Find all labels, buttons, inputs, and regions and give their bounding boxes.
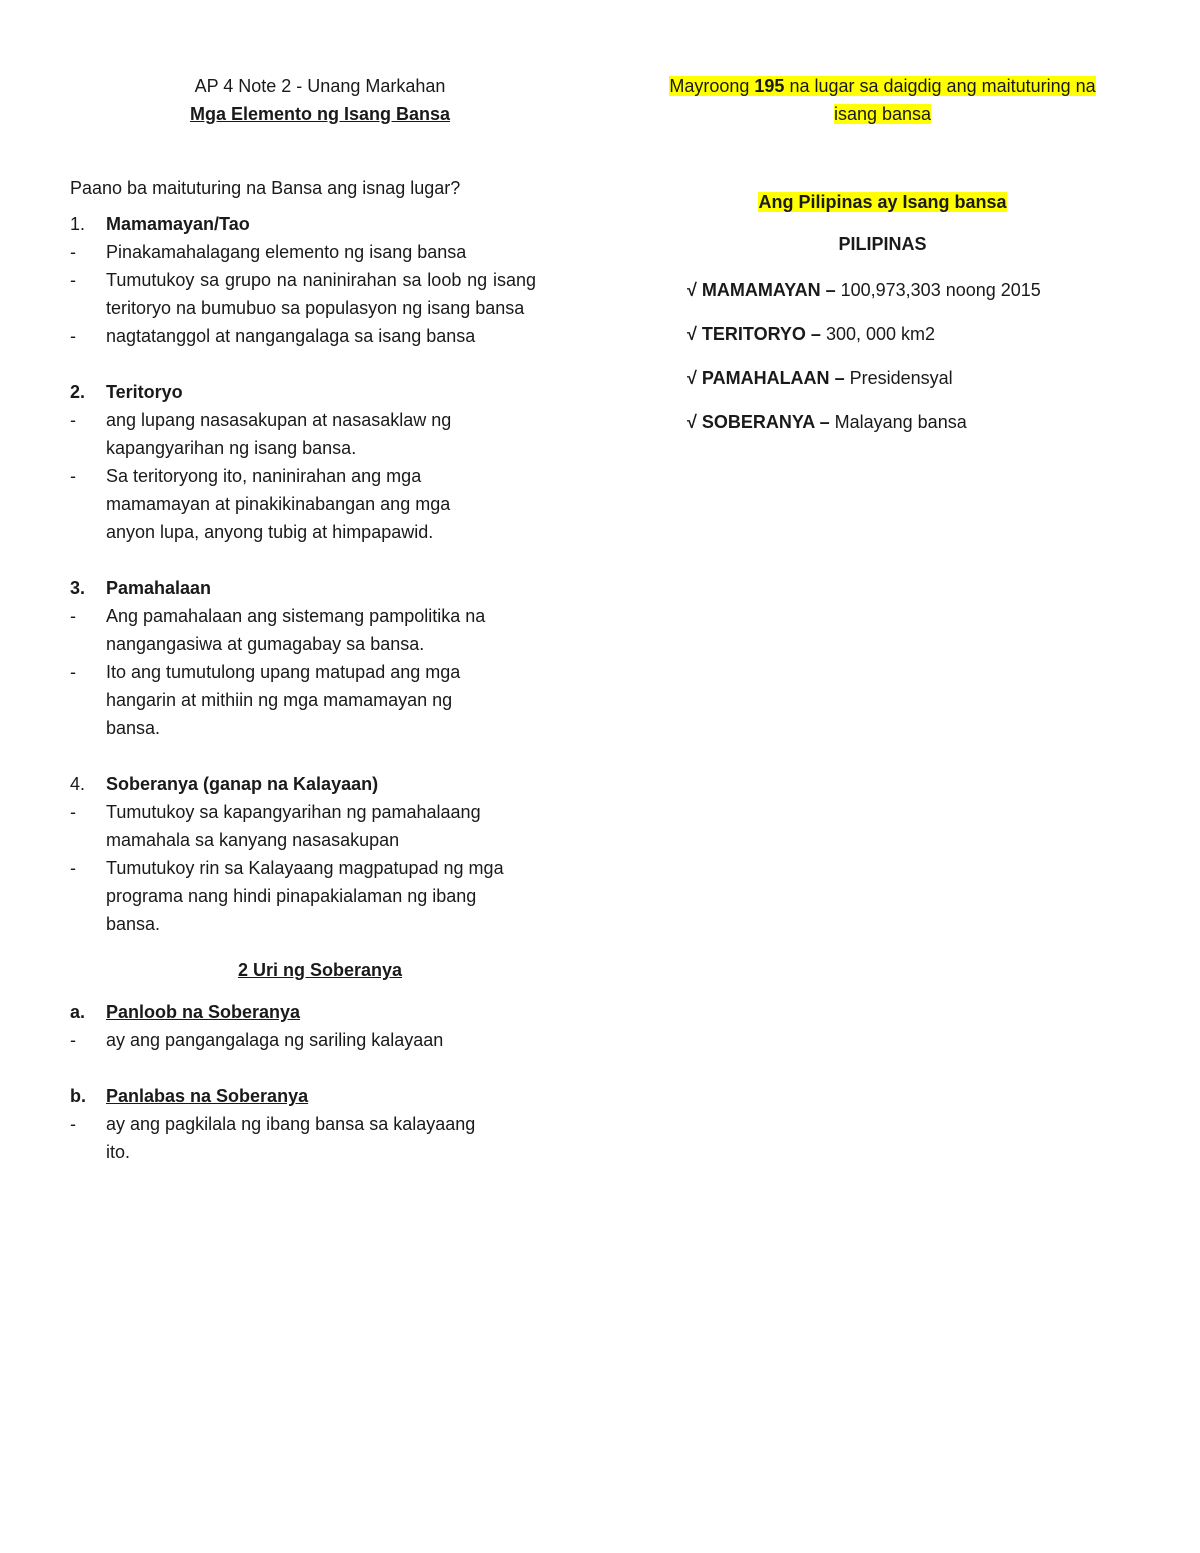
item-key: PAMAHALAAN xyxy=(701,368,830,388)
section-number: 2. xyxy=(70,382,86,402)
fact-prefix: Mayroong xyxy=(669,76,755,96)
section-number: 3. xyxy=(70,578,86,598)
intro-question: Paano ba maituturing na Bansa ang isnag lugar? xyxy=(70,178,461,198)
soberanya-types-title: 2 Uri ng Soberanya xyxy=(237,960,403,980)
sub-title: Panloob na Soberanya xyxy=(106,1002,301,1022)
section-title: Mamamayan/Tao xyxy=(106,214,250,234)
country-count-fact-line2 xyxy=(640,100,1125,128)
philippines-name: PILIPINAS xyxy=(838,234,927,254)
philippines-item-soberanya xyxy=(640,408,1125,436)
right-column xyxy=(640,72,1125,436)
list-item: - Sa teritoryong ito, naninirahan ang mga mamamayan at pinakikinabangan ang mga anyon lupa, anyong tubig at himpapawid. xyxy=(70,466,451,542)
item-key: SOBERANYA xyxy=(701,412,815,432)
sub-title: Panlabas na Soberanya xyxy=(106,1086,309,1106)
philippines-heading: Ang Pilipinas ay Isang bansa xyxy=(758,192,1007,212)
fact-suffix: na lugar sa daigdig ang maituturing na xyxy=(784,76,1096,96)
item-key: MAMAMAYAN xyxy=(701,280,821,300)
bullet-list xyxy=(70,1110,570,1166)
item-key: TERITORYO xyxy=(701,324,806,344)
soberanya-type-panlabas xyxy=(70,1082,570,1166)
fact-count: 195 xyxy=(754,76,785,96)
country-count-fact xyxy=(640,72,1125,100)
section-heading xyxy=(70,210,570,238)
sub-letter: b. xyxy=(70,1086,86,1106)
check-icon: √ xyxy=(687,324,697,344)
item-value: Malayang bansa xyxy=(834,412,967,432)
item-separator: – xyxy=(805,324,826,344)
main-title: Mga Elemento ng Isang Bansa xyxy=(189,104,451,124)
section-number: 1. xyxy=(70,214,86,234)
list-item: - ay ang pagkilala ng ibang bansa sa kalayaang ito. xyxy=(70,1114,476,1162)
check-icon: √ xyxy=(687,280,697,300)
bullet-list xyxy=(70,238,570,350)
section-soberanya xyxy=(70,770,570,938)
list-item: - Ito ang tumutulong upang matupad ang mga hangarin at mithiin ng mga mamamayan ng bansa. xyxy=(70,662,461,738)
sub-heading xyxy=(70,1082,570,1110)
soberanya-type-panloob xyxy=(70,998,570,1054)
fact-line2: isang bansa xyxy=(833,104,932,124)
philippines-item-mamamayan xyxy=(640,276,1125,304)
left-column xyxy=(70,72,570,1166)
sub-letter: a. xyxy=(70,1002,86,1022)
list-item: - ay ang pangangalaga ng sariling kalayaan xyxy=(70,1030,444,1050)
section-mamamayan xyxy=(70,210,570,350)
bullet-list xyxy=(70,406,570,546)
item-separator: – xyxy=(814,412,835,432)
list-item: - Ang pamahalaan ang sistemang pampolitika na nangangasiwa at gumagabay sa bansa. xyxy=(70,606,486,654)
philippines-item-teritoryo xyxy=(640,320,1125,348)
item-value: Presidensyal xyxy=(849,368,953,388)
item-separator: – xyxy=(829,368,850,388)
list-item: - ang lupang nasasakupan at nasasaklaw ng kapangyarihan ng isang bansa. xyxy=(70,410,452,458)
section-teritoryo xyxy=(70,378,570,546)
section-title: Pamahalaan xyxy=(106,578,212,598)
section-title: Soberanya (ganap na Kalayaan) xyxy=(106,774,379,794)
check-icon: √ xyxy=(687,368,697,388)
list-item: - nagtatanggol at nangangalaga sa isang bansa xyxy=(70,326,476,346)
list-item: - Tumutukoy sa grupo na naninirahan sa loob ng isang teritoryo na bumubuo sa populasyon ng isang bansa xyxy=(70,270,536,318)
list-item: - Pinakamahalagang elemento ng isang bansa xyxy=(70,242,467,262)
philippines-item-pamahalaan xyxy=(640,364,1125,392)
bullet-list xyxy=(70,602,570,742)
section-title: Teritoryo xyxy=(106,382,183,402)
bullet-list xyxy=(70,798,570,938)
section-number: 4. xyxy=(70,774,86,794)
note-title: AP 4 Note 2 - Unang Markahan xyxy=(194,76,446,96)
item-separator: – xyxy=(820,280,841,300)
item-value: 300, 000 km2 xyxy=(825,324,936,344)
section-heading xyxy=(70,770,570,798)
check-icon: √ xyxy=(687,412,697,432)
list-item: - Tumutukoy sa kapangyarihan ng pamahalaang mamahala sa kanyang nasasakupan xyxy=(70,802,481,850)
item-value: 100,973,303 noong 2015 xyxy=(840,280,1041,300)
list-item: - Tumutukoy rin sa Kalayaang magpatupad ng mga programa nang hindi pinapakialaman ng ibang bansa. xyxy=(70,858,504,934)
section-heading xyxy=(70,574,570,602)
section-heading xyxy=(70,378,570,406)
bullet-list xyxy=(70,1026,570,1054)
section-pamahalaan xyxy=(70,574,570,742)
sub-heading xyxy=(70,998,570,1026)
